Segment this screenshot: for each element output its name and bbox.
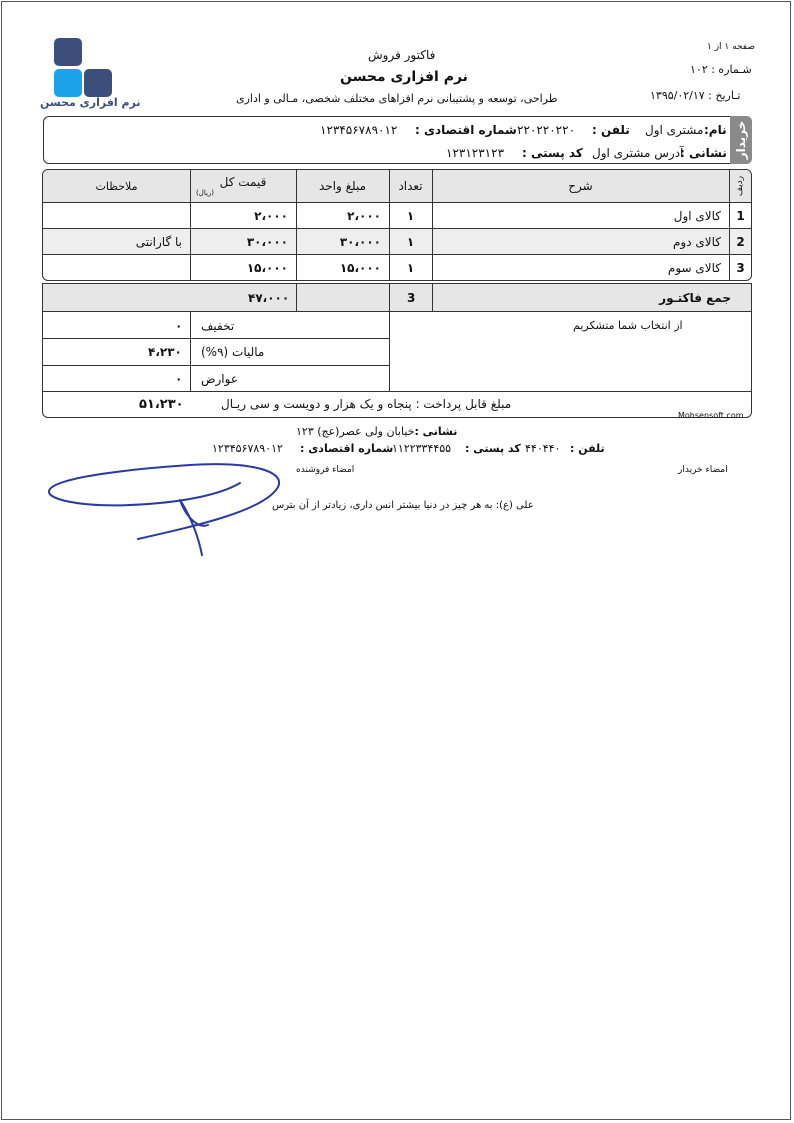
table-row bbox=[43, 203, 751, 229]
buyer-postal: ۱۲۳۱۲۳۱۲۳ bbox=[446, 146, 505, 160]
seller-address-value: خیابان ولی عصر(عج) ۱۲۳ bbox=[296, 425, 415, 438]
handwritten-signature bbox=[40, 455, 290, 565]
header-notes: ملاحظات bbox=[95, 179, 138, 193]
header-desc: شرح bbox=[568, 179, 593, 193]
buyer-tab bbox=[730, 116, 752, 164]
seller-address bbox=[296, 425, 457, 438]
table-header-row bbox=[43, 170, 751, 203]
seller-econ-label: شماره اقتصادی : bbox=[300, 442, 394, 455]
buyer-phone-label: تلفن : bbox=[592, 123, 630, 137]
row-total: ۳۰،۰۰۰ bbox=[246, 234, 288, 249]
row-total: ۱۵،۰۰۰ bbox=[246, 261, 288, 275]
buyer-econ: ۱۲۳۴۵۶۷۸۹۰۱۲ bbox=[320, 123, 398, 137]
row-unit-price: ۲،۰۰۰ bbox=[347, 208, 381, 223]
row-desc: کالای دوم bbox=[673, 234, 721, 249]
row-unit-price: ۱۵،۰۰۰ bbox=[339, 261, 381, 275]
buyer-address-label: نشانی : bbox=[680, 146, 727, 160]
items-table bbox=[42, 169, 752, 281]
buyer-address: آدرس مشتری اول bbox=[592, 146, 684, 160]
quote: علی (ع): به هر چیز در دنیا بیشتر انس داری، زیادتر از آن بترس bbox=[272, 500, 534, 511]
table-row bbox=[43, 255, 751, 281]
header-unit-price: مبلغ واحد bbox=[318, 179, 367, 193]
header-total-unit: (ریال) bbox=[196, 189, 215, 197]
header-total-label: قیمت کل bbox=[219, 175, 267, 189]
company-logo bbox=[40, 38, 141, 112]
thanks-note: از انتخاب شما متشکریم bbox=[573, 319, 683, 332]
sum-row bbox=[43, 284, 751, 312]
payable-text: مبلغ قابل پرداخت : پنجاه و یک هزار و دویست و سی ریـال bbox=[221, 397, 512, 411]
logo-square-bottom-left bbox=[54, 69, 82, 97]
website[interactable]: Mohsensoft.com bbox=[678, 411, 744, 420]
sum-qty: 3 bbox=[407, 291, 416, 305]
tax-label: مالیات (۹%) bbox=[201, 345, 265, 359]
logo-square-top bbox=[54, 38, 82, 66]
discount-value: ۰ bbox=[175, 319, 183, 333]
logo-text: نرم افزاری محسن bbox=[40, 96, 141, 109]
seller-address-label: نشانی : bbox=[414, 425, 458, 438]
row-desc: کالای سوم bbox=[667, 261, 721, 275]
seller-econ: ۱۲۳۴۵۶۷۸۹۰۱۲ bbox=[212, 442, 283, 455]
seller-postal-label: کد پستی : bbox=[465, 442, 521, 455]
buyer-name: مشتری اول bbox=[645, 123, 704, 137]
totals-block bbox=[42, 283, 752, 418]
row-notes bbox=[43, 203, 190, 228]
discount-label: تخفیف bbox=[201, 319, 235, 333]
buyer-name-label: نام: bbox=[704, 123, 727, 137]
row-notes: با گارانتی bbox=[135, 234, 182, 249]
company-tagline: طراحی، توسعه و پشتیبانی نرم افزاهای مختلف شخصی، مـالی و اداری bbox=[236, 92, 558, 105]
row-unit-price: ۳۰،۰۰۰ bbox=[339, 234, 381, 249]
buyer-tab-label: خریدار bbox=[734, 120, 748, 160]
payable-value: ۵۱،۲۳۰ bbox=[139, 397, 184, 412]
row-notes bbox=[43, 255, 190, 281]
seller-phone-label: تلفن : bbox=[570, 442, 605, 455]
row-total: ۲،۰۰۰ bbox=[254, 208, 288, 223]
tax-value: ۴،۲۳۰ bbox=[148, 345, 182, 359]
buyer-postal-label: کد پستی : bbox=[522, 146, 583, 160]
sum-label: جمع فاکتـور bbox=[659, 291, 731, 305]
logo-square-bottom-right bbox=[84, 69, 112, 97]
buyer-signature-label: امضاء خریدار bbox=[678, 465, 728, 475]
row-qty: ۱ bbox=[406, 234, 415, 249]
invoice-date: تـاریخ : ۱۳۹۵/۰۲/۱۷ bbox=[650, 89, 741, 102]
page-info: صفحه ۱ از ۱ bbox=[707, 42, 755, 52]
header-row-no: ردیف bbox=[735, 175, 746, 197]
buyer-econ-label: شماره اقتصادی : bbox=[415, 123, 517, 137]
company-name: نرم افزاری محسن bbox=[340, 69, 468, 85]
row-no: 3 bbox=[736, 261, 745, 275]
duties-value: ۰ bbox=[175, 372, 183, 386]
row-qty: ۱ bbox=[406, 261, 415, 275]
buyer-phone: ۲۲۰۲۲۰۲۲۰ bbox=[517, 123, 576, 137]
row-no: 2 bbox=[736, 234, 745, 249]
header-qty: تعداد bbox=[398, 179, 423, 193]
row-qty: ۱ bbox=[406, 208, 415, 223]
row-desc: کالای اول bbox=[673, 208, 721, 223]
header-total bbox=[190, 170, 296, 202]
row-no: 1 bbox=[736, 208, 745, 223]
sum-total: ۴۷،۰۰۰ bbox=[248, 291, 290, 305]
table-row bbox=[43, 229, 751, 255]
seller-signature-label: امضاء فروشنده bbox=[296, 465, 355, 475]
seller-postal: ۱۱۲۲۳۳۴۴۵۵ bbox=[392, 442, 452, 455]
doc-title: فاکتور فروش bbox=[368, 48, 436, 62]
duties-label: عوارض bbox=[201, 372, 238, 386]
seller-phone: ۴۴۰۴۴۰ bbox=[525, 442, 561, 455]
invoice-number: شـماره : ۱۰۲ bbox=[690, 63, 752, 76]
